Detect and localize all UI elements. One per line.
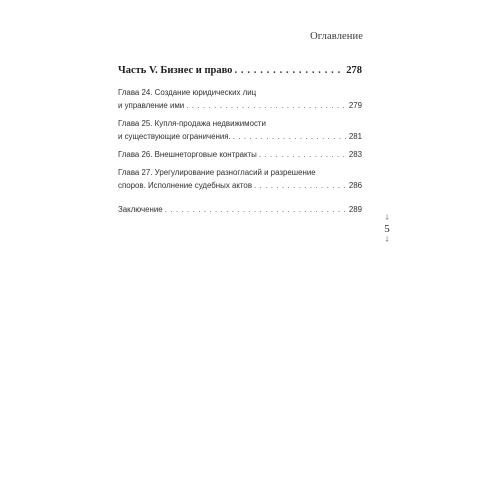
- toc-chapter-title: Глава 24. Создание юридических лиц: [118, 88, 257, 97]
- toc-page-number: 278: [346, 65, 362, 76]
- toc-page-number: 286: [348, 181, 362, 190]
- dot-leader: [259, 148, 347, 161]
- toc-page-number: 283: [348, 150, 362, 159]
- toc-chapter-title-line2: споров. Исполнение судебных актов: [118, 181, 253, 190]
- toc-page-number: 281: [348, 132, 362, 141]
- toc-chapter-title-continuation: [118, 99, 362, 112]
- toc-chapter-27[interactable]: [118, 166, 362, 192]
- toc-part-title: Часть V. Бизнес и право: [118, 65, 233, 76]
- table-of-contents: [118, 64, 362, 216]
- toc-chapter-title-line2: и управление ими: [118, 101, 185, 110]
- dot-leader: [165, 203, 347, 216]
- folio-ornament-top-icon: ⸸: [385, 214, 389, 222]
- toc-chapter-title-line2: и существующие ограничения.: [118, 132, 231, 141]
- page-folio: [379, 214, 395, 244]
- toc-chapter-title-continuation: [118, 179, 362, 192]
- toc-chapter-title: Глава 27. Урегулирование разногласий и разрешение: [118, 168, 316, 177]
- toc-chapter-line: [118, 148, 362, 161]
- dot-leader: [254, 179, 347, 192]
- toc-chapter-title-continuation: [118, 130, 362, 143]
- toc-chapter-title: Глава 25. Купля-продажа недвижимости: [118, 119, 266, 128]
- toc-chapter-25[interactable]: [118, 117, 362, 143]
- toc-page-number: 289: [348, 205, 362, 214]
- toc-chapter-26[interactable]: [118, 148, 362, 161]
- toc-chapter-24[interactable]: [118, 86, 362, 112]
- toc-conclusion-title: Заключение: [118, 205, 163, 214]
- dot-leader: [234, 64, 344, 78]
- toc-page-number: 279: [348, 101, 362, 110]
- folio-ornament-bottom-icon: ⸸: [385, 236, 389, 244]
- dot-leader: [233, 130, 347, 143]
- page-number: 5: [384, 223, 390, 235]
- toc-conclusion-entry[interactable]: [118, 203, 362, 216]
- running-head: Оглавление: [310, 31, 363, 42]
- toc-part-entry[interactable]: [118, 64, 362, 78]
- dot-leader: [186, 99, 347, 112]
- toc-chapter-title: Глава 26. Внешнеторговые контракты: [118, 150, 257, 159]
